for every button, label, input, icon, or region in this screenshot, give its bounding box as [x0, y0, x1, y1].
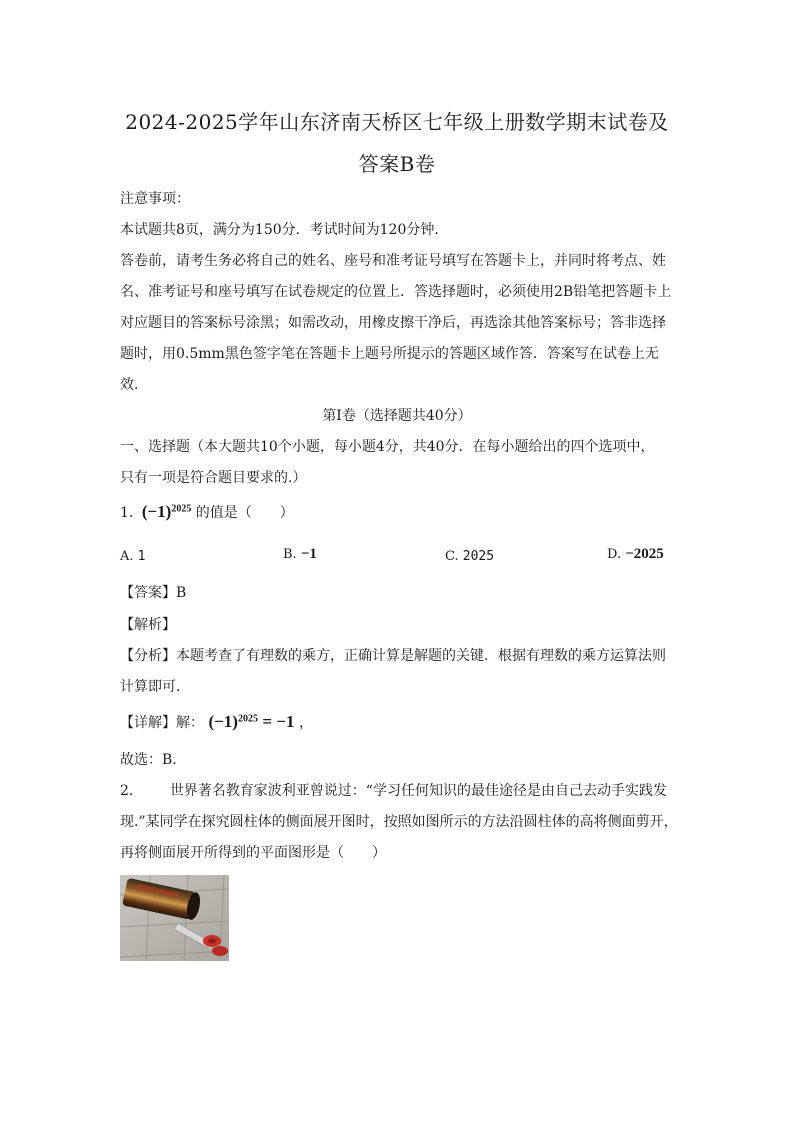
math-base: (−1): [208, 712, 238, 731]
math-exponent: 2025: [237, 713, 258, 725]
notice-line: 本试题共8页，满分为150分．考试时间为120分钟．: [120, 222, 449, 238]
notice-line: 效．: [120, 377, 148, 393]
detail-solution: [120, 712, 313, 732]
math-base: (−1): [141, 502, 172, 521]
detail-label: 【详解】解：: [120, 715, 204, 731]
analysis-line: 【分析】本题考查了有理数的乘方，正确计算是解题的关键．根据有理数的乘方运算法则: [120, 648, 666, 664]
conclusion: 故选：B．: [120, 752, 187, 768]
option-c: [445, 549, 494, 564]
analysis-heading: 【解析】: [120, 617, 176, 633]
option-d: [607, 546, 664, 563]
option-label: D.: [607, 547, 622, 562]
photo-illustration: [120, 875, 229, 961]
option-b: [283, 546, 317, 563]
notice-line: 题时，用0.5mm黑色签字笔在答题卡上题号所提示的答题区域作答．答案写在试卷上无: [120, 346, 659, 362]
notice-line: 答卷前，请考生务必将自己的姓名、座号和准考证号填写在答题卡上，并同时将考点、姓: [120, 253, 666, 269]
notice-heading: 注意事项：: [120, 191, 190, 207]
question-2-line: 现.”某同学在探究圆柱体的侧面展开图时，按照如图所示的方法沿圆柱体的高将侧面剪开，: [120, 814, 678, 830]
notice-line: 名、准考证号和座号填写在试卷规定的位置上．答选择题时，必须使用2B铅笔把答题卡上: [120, 284, 672, 300]
question-text: 世界著名教育家波利亚曾说过：“学习任何知识的最佳途径是由自己去动手实践发: [169, 783, 667, 799]
cylinder-scissors-photo: [120, 875, 229, 961]
document-title-line-1: 2024-2025学年山东济南天桥区七年级上册数学期末试卷及: [125, 110, 669, 134]
math-exponent: 2025: [171, 503, 192, 515]
math-result: = −1: [262, 712, 295, 731]
option-label: C.: [445, 549, 459, 564]
part-instruction: 只有一项是符合题目要求的.）: [120, 470, 307, 486]
option-label: B.: [283, 547, 297, 562]
question-2-line: 再将侧面展开所得到的平面图形是（ ）: [120, 845, 386, 861]
option-value: 1: [137, 549, 146, 564]
question-text: 的值是（ ）: [195, 505, 294, 521]
option-label: A.: [120, 549, 134, 564]
question-number: 2.: [120, 783, 134, 799]
answer: 【答案】B: [120, 585, 187, 601]
notice-line: 对应题目的答案标号涂黑；如需改动，用橡皮擦干净后，再选涂其他答案标号；答非选择: [120, 315, 666, 331]
option-value: 2025: [462, 549, 495, 564]
option-value: −1: [300, 546, 317, 562]
question-1-stem: [120, 502, 294, 522]
question-2-line: [120, 780, 667, 800]
option-value: −2025: [625, 546, 664, 562]
section-title: 第Ⅰ卷（选择题共40分）: [322, 408, 472, 424]
analysis-line: 计算即可．: [120, 679, 190, 695]
option-a: [120, 549, 146, 564]
document-title-line-2: 答案B卷: [358, 152, 436, 176]
question-number: 1.: [120, 505, 134, 521]
part-instruction: 一、选择题（本大题共10个小题，每小题4分，共40分．在每小题给出的四个选项中，: [120, 439, 655, 455]
detail-end: ，: [299, 715, 313, 731]
